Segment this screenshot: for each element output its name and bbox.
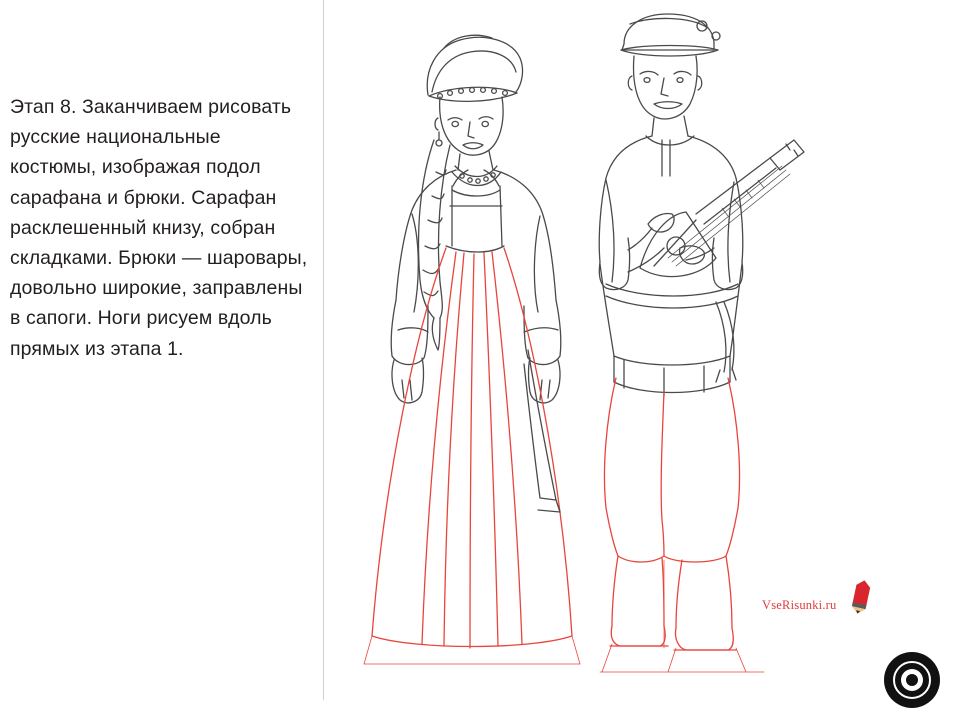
woman-skirt-grey-accents xyxy=(524,350,560,512)
man-figure xyxy=(599,14,804,396)
watermark-text: VseRisunki.ru xyxy=(762,598,837,612)
man-trousers-new-lines xyxy=(600,378,764,672)
circle-logo xyxy=(884,652,940,708)
watermark xyxy=(762,580,872,630)
step-instruction-text: Этап 8. Заканчиваем рисовать русские национальные костюмы, изображая подол сарафана и брюки. Сарафан расклешенный книзу, собран складками. Брюки — шаровары, довольно широкие, заправлены в сапоги. Ноги рисуем вдоль прямых из этапа 1. xyxy=(10,96,313,360)
pencil-icon xyxy=(847,578,876,616)
circle-logo-center xyxy=(906,674,918,686)
text-column xyxy=(0,0,324,720)
